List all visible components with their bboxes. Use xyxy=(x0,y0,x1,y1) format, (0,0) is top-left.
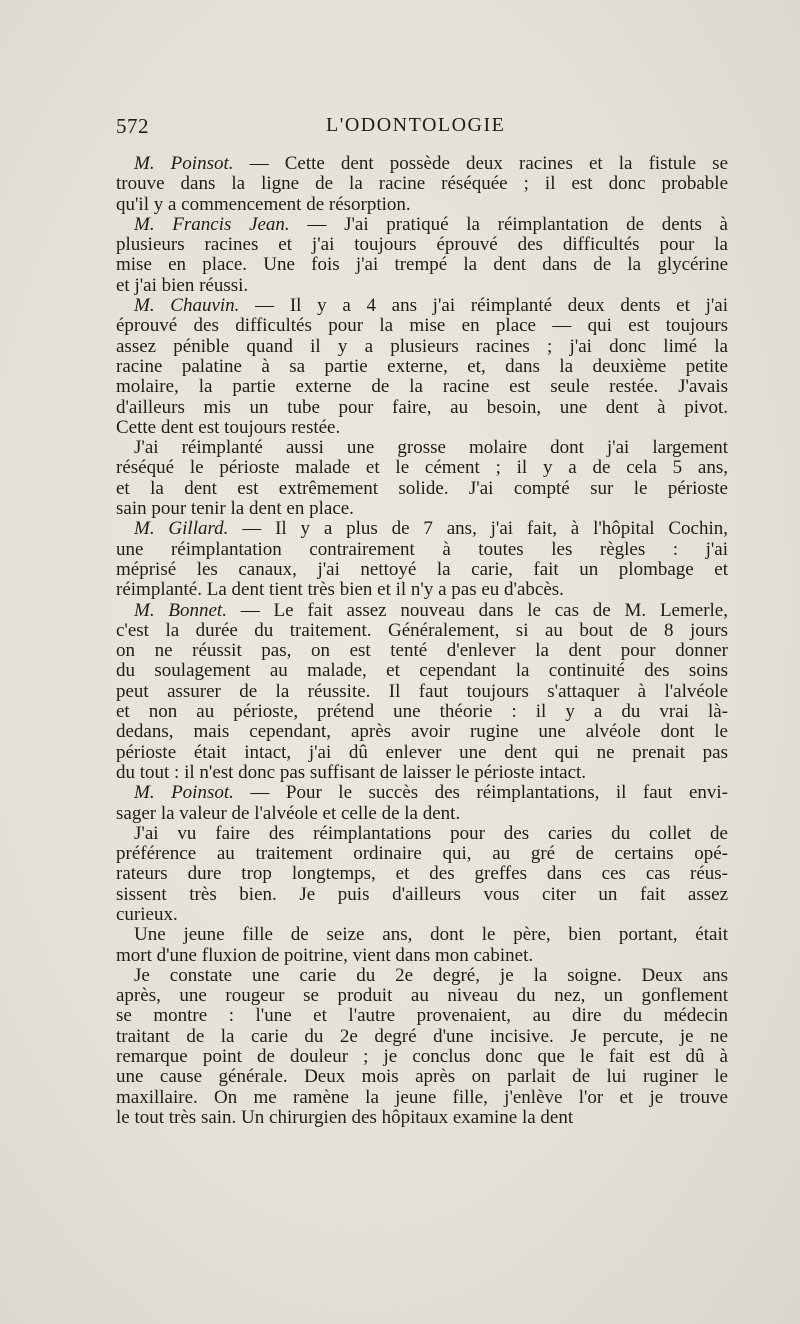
line-text: du soulagement au malade, et cependant la continuité des soins xyxy=(116,660,728,682)
text-line xyxy=(116,540,728,560)
text-line xyxy=(116,377,728,397)
text-line xyxy=(116,1006,728,1026)
line-text: une réimplantation contrairement à toutes les règles : j'ai xyxy=(116,538,728,560)
text-line xyxy=(116,661,728,681)
line-text: et non au périoste, prétend une théorie : il y a du vrai là- xyxy=(116,701,728,723)
text-line xyxy=(116,337,728,357)
line-text: on ne réussit pas, on est tenté d'enlever la dent pour donner xyxy=(116,640,728,662)
line-text: curieux. xyxy=(116,903,178,925)
paragraph xyxy=(116,154,728,215)
line-text: le tout très sain. Un chirurgien des hôpitaux examine la dent xyxy=(116,1106,574,1128)
text-line xyxy=(116,601,728,621)
line-text: périoste était intact, j'ai dû enlever une dent qui ne prenait pas xyxy=(116,741,728,763)
text-line xyxy=(116,438,728,458)
text-line xyxy=(116,174,728,194)
text-line xyxy=(116,804,728,824)
line-text: une cause générale. Deux mois après on parlait de lui ruginer le xyxy=(116,1066,728,1088)
paragraph xyxy=(116,438,728,519)
line-text: traitant de la carie du 2e degré d'une incisive. Je percute, je ne xyxy=(116,1025,728,1047)
line-text: — Cette dent possède deux racines et la fistule se xyxy=(233,153,729,174)
text-line xyxy=(116,885,728,905)
text-line xyxy=(116,580,728,600)
paragraph xyxy=(116,824,728,925)
text-line xyxy=(116,946,728,966)
paragraph xyxy=(116,601,728,784)
text-line xyxy=(116,479,728,499)
text-line xyxy=(116,1067,728,1087)
line-text: — Il y a 4 ans j'ai réimplanté deux dents et j'ai xyxy=(239,295,729,317)
line-text: plusieurs racines et j'ai toujours éprouvé des difficultés pour la xyxy=(116,234,728,256)
text-line xyxy=(116,986,728,1006)
text-line xyxy=(116,215,728,235)
text-line xyxy=(116,519,728,539)
speaker-name: M. Chauvin. xyxy=(134,295,240,317)
line-text: — Le fait assez nouveau dans le cas de M. Lemerle, xyxy=(226,599,728,621)
line-text: réimplanté. La dent tient très bien et il n'y a pas eu d'abcès. xyxy=(116,579,564,601)
line-text: dedans, mais cependant, après avoir rugine une alvéole dont le xyxy=(116,721,728,743)
line-text: Je constate une carie du 2e degré, je la soigne. Deux ans xyxy=(134,964,728,986)
text-line xyxy=(116,255,728,275)
line-text: qu'il y a commencement de résorption. xyxy=(116,193,411,215)
text-line xyxy=(116,844,728,864)
line-text: d'ailleurs mis un tube pour faire, au besoin, une dent à pivot. xyxy=(116,396,728,418)
text-line xyxy=(116,1027,728,1047)
text-line xyxy=(116,682,728,702)
line-text: du tout : il n'est donc pas suffisant de laisser le périoste intact. xyxy=(116,761,587,783)
line-text: molaire, la partie externe de la racine est seule restée. J'avais xyxy=(116,376,728,398)
text-line xyxy=(116,154,728,174)
line-text: Cette dent est toujours restée. xyxy=(116,416,341,438)
text-line xyxy=(116,316,728,336)
text-line xyxy=(116,763,728,783)
text-line xyxy=(116,743,728,763)
line-text: peut assurer de la réussite. Il faut toujours s'attaquer à l'alvéole xyxy=(116,680,728,702)
paragraph xyxy=(116,296,728,438)
journal-title: L'ODONTOLOGIE xyxy=(326,114,506,136)
text-line xyxy=(116,1088,728,1108)
text-line xyxy=(116,276,728,296)
line-text: J'ai vu faire des réimplantations pour des caries du collet de xyxy=(134,822,728,844)
line-text: — J'ai pratiqué la réimplantation de dents à xyxy=(289,213,728,235)
running-head xyxy=(116,114,728,144)
text-line xyxy=(116,925,728,945)
line-text: trouve dans la ligne de la racine réséquée ; il est donc probable xyxy=(116,173,728,195)
text-line xyxy=(116,560,728,580)
line-text: préférence au traitement ordinaire qui, au gré de certains opé- xyxy=(116,843,728,865)
speaker-name: M. Bonnet. xyxy=(134,599,227,621)
line-text: et j'ai bien réussi. xyxy=(116,274,249,296)
text-line xyxy=(116,824,728,844)
line-text: et la dent est extrêmement solide. J'ai compté sur le périoste xyxy=(116,477,728,499)
text-line xyxy=(116,966,728,986)
line-text: maxillaire. On me ramène la jeune fille, j'enlève l'or et je trouve xyxy=(116,1086,728,1108)
text-line xyxy=(116,783,728,803)
speaker-name: M. Poinsot. xyxy=(134,153,234,174)
text-line xyxy=(116,864,728,884)
text-line xyxy=(116,357,728,377)
speaker-name: M. Poinsot. xyxy=(134,782,234,804)
text-line xyxy=(116,195,728,215)
text-line xyxy=(116,235,728,255)
line-text: — Pour le succès des réimplantations, il faut envi- xyxy=(233,782,728,804)
line-text: réséqué le périoste malade et le cément ; il y a de cela 5 ans, xyxy=(116,457,728,479)
text-line xyxy=(116,905,728,925)
paragraph xyxy=(116,966,728,1128)
line-text: — Il y a plus de 7 ans, j'ai fait, à l'hôpital Cochin, xyxy=(228,518,729,540)
line-text: rateurs dure trop longtemps, et des greffes dans ces cas réus- xyxy=(116,863,728,885)
text-line xyxy=(116,1047,728,1067)
line-text: mise en place. Une fois j'ai trempé la dent dans de la glycérine xyxy=(116,254,728,276)
speaker-name: M. Gillard. xyxy=(134,518,229,540)
line-text: racine palatine à sa partie externe, et, dans la deuxième petite xyxy=(116,355,728,377)
line-text: Une jeune fille de seize ans, dont le père, bien portant, était xyxy=(134,924,728,946)
text-line xyxy=(116,296,728,316)
paragraph xyxy=(116,215,728,296)
text-line xyxy=(116,418,728,438)
text-line xyxy=(116,1108,728,1128)
page-number: 572 xyxy=(116,114,149,138)
line-text: après, une rougeur se produit au niveau du nez, un gonflement xyxy=(116,985,728,1007)
text-line xyxy=(116,722,728,742)
text-line xyxy=(116,621,728,641)
text-line xyxy=(116,499,728,519)
body-text xyxy=(116,154,728,1128)
text-line xyxy=(116,641,728,661)
line-text: sissent très bien. Je puis d'ailleurs vous citer un fait assez xyxy=(116,883,728,905)
paragraph xyxy=(116,783,728,824)
paragraph xyxy=(116,925,728,966)
line-text: c'est la durée du traitement. Généralement, si au bout de 8 jours xyxy=(116,619,728,641)
line-text: se montre : l'une et l'autre provenaient, au dire du médecin xyxy=(116,1005,728,1027)
line-text: sain pour tenir la dent en place. xyxy=(116,498,354,520)
line-text: assez pénible quand il y a plusieurs racines ; j'ai donc limé la xyxy=(116,335,728,357)
line-text: méprisé les canaux, j'ai nettoyé la carie, fait un plombage et xyxy=(116,558,728,580)
paragraph xyxy=(116,519,728,600)
line-text: sager la valeur de l'alvéole et celle de la dent. xyxy=(116,802,461,824)
line-text: éprouvé des difficultés pour la mise en place — qui est toujours xyxy=(116,315,728,337)
line-text: remarque point de douleur ; je conclus donc que le fait est dû à xyxy=(116,1046,728,1068)
line-text: mort d'une fluxion de poitrine, vient dans mon cabinet. xyxy=(116,944,534,966)
text-line xyxy=(116,702,728,722)
speaker-name: M. Francis Jean. xyxy=(134,213,290,235)
text-line xyxy=(116,458,728,478)
line-text: J'ai réimplanté aussi une grosse molaire dont j'ai largement xyxy=(134,437,728,459)
text-line xyxy=(116,398,728,418)
